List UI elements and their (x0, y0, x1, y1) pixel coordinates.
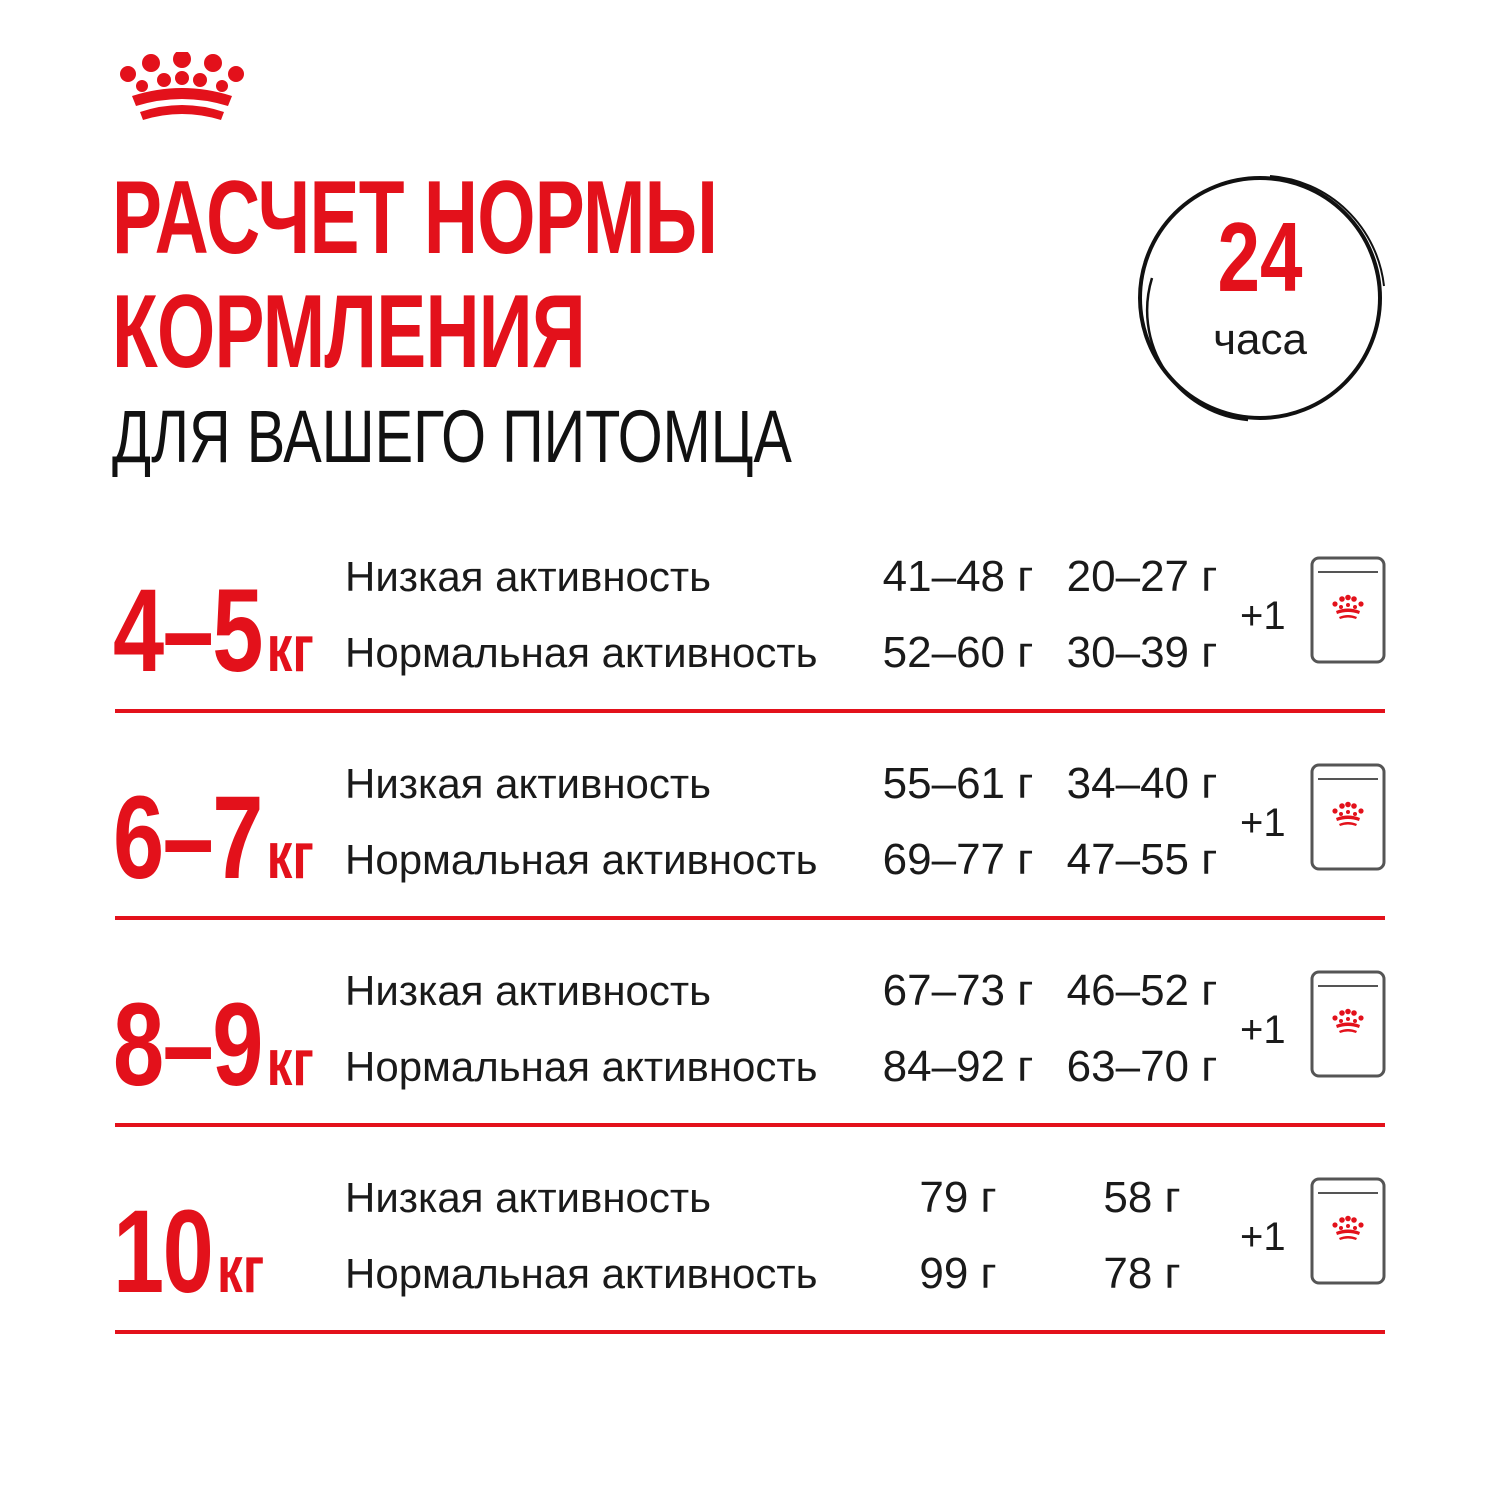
weight-range: 10 (113, 1186, 213, 1318)
weight-label (113, 565, 314, 697)
normal-dry-value: 69–77 г (882, 835, 1034, 884)
normal-dry-value: 52–60 г (882, 628, 1034, 677)
normal-mixed-value: 78 г (1103, 1249, 1181, 1298)
normal-mixed-value: 63–70 г (1066, 1042, 1218, 1091)
normal-activity-label: Нормальная активность (345, 836, 818, 883)
weight-unit: кг (266, 1025, 314, 1099)
crown-icon (118, 52, 246, 130)
low-activity-label: Низкая активность (345, 967, 712, 1014)
low-activity-label: Низкая активность (345, 553, 712, 600)
low-mixed-value: 20–27 г (1066, 552, 1218, 601)
pouch-icon (1310, 970, 1386, 1078)
plus-pouch-label: +1 (1240, 801, 1286, 845)
weight-row (0, 934, 1500, 1141)
low-mixed-value: 34–40 г (1066, 759, 1218, 808)
page-title-line-2: КОРМЛЕНИЯ (112, 274, 586, 390)
weight-range: 4–5 (113, 565, 262, 697)
normal-activity-label: Нормальная активность (345, 1250, 818, 1297)
weight-label (113, 979, 314, 1111)
pouch-icon (1310, 1177, 1386, 1285)
normal-activity-label: Нормальная активность (345, 629, 818, 676)
row-divider (115, 709, 1385, 713)
plus-pouch-label: +1 (1240, 1008, 1286, 1052)
page-title-line-1: РАСЧЕТ НОРМЫ (112, 160, 718, 276)
page-subtitle: ДЛЯ ВАШЕГО ПИТОМЦА (112, 395, 792, 478)
daily-badge (1130, 168, 1390, 428)
plus-pouch-label: +1 (1240, 1215, 1286, 1259)
normal-dry-value: 99 г (919, 1249, 997, 1298)
low-dry-value: 55–61 г (882, 759, 1034, 808)
weight-label (113, 772, 314, 904)
weight-unit: кг (266, 611, 314, 685)
low-activity-label: Низкая активность (345, 760, 712, 807)
normal-activity-label: Нормальная активность (345, 1043, 818, 1090)
low-dry-value: 67–73 г (882, 966, 1034, 1015)
low-mixed-value: 58 г (1103, 1173, 1181, 1222)
normal-dry-value: 84–92 г (882, 1042, 1034, 1091)
low-dry-value: 41–48 г (882, 552, 1034, 601)
weight-unit: кг (216, 1232, 265, 1306)
weight-row (0, 727, 1500, 934)
badge-unit: часа (1213, 315, 1307, 364)
low-dry-value: 79 г (919, 1173, 997, 1222)
plus-pouch-label: +1 (1240, 594, 1286, 638)
weight-range: 6–7 (113, 772, 262, 904)
row-divider (115, 1330, 1385, 1334)
low-mixed-value: 46–52 г (1066, 966, 1218, 1015)
normal-mixed-value: 30–39 г (1066, 628, 1218, 677)
low-activity-label: Низкая активность (345, 1174, 712, 1221)
row-divider (115, 1123, 1385, 1127)
weight-row (0, 520, 1500, 727)
badge-number: 24 (1217, 202, 1303, 312)
weight-range: 8–9 (113, 979, 262, 1111)
weight-unit: кг (266, 818, 314, 892)
weight-row (0, 1141, 1500, 1348)
pouch-icon (1310, 556, 1386, 664)
row-divider (115, 916, 1385, 920)
weight-label (113, 1186, 265, 1318)
normal-mixed-value: 47–55 г (1066, 835, 1218, 884)
pouch-icon (1310, 763, 1386, 871)
